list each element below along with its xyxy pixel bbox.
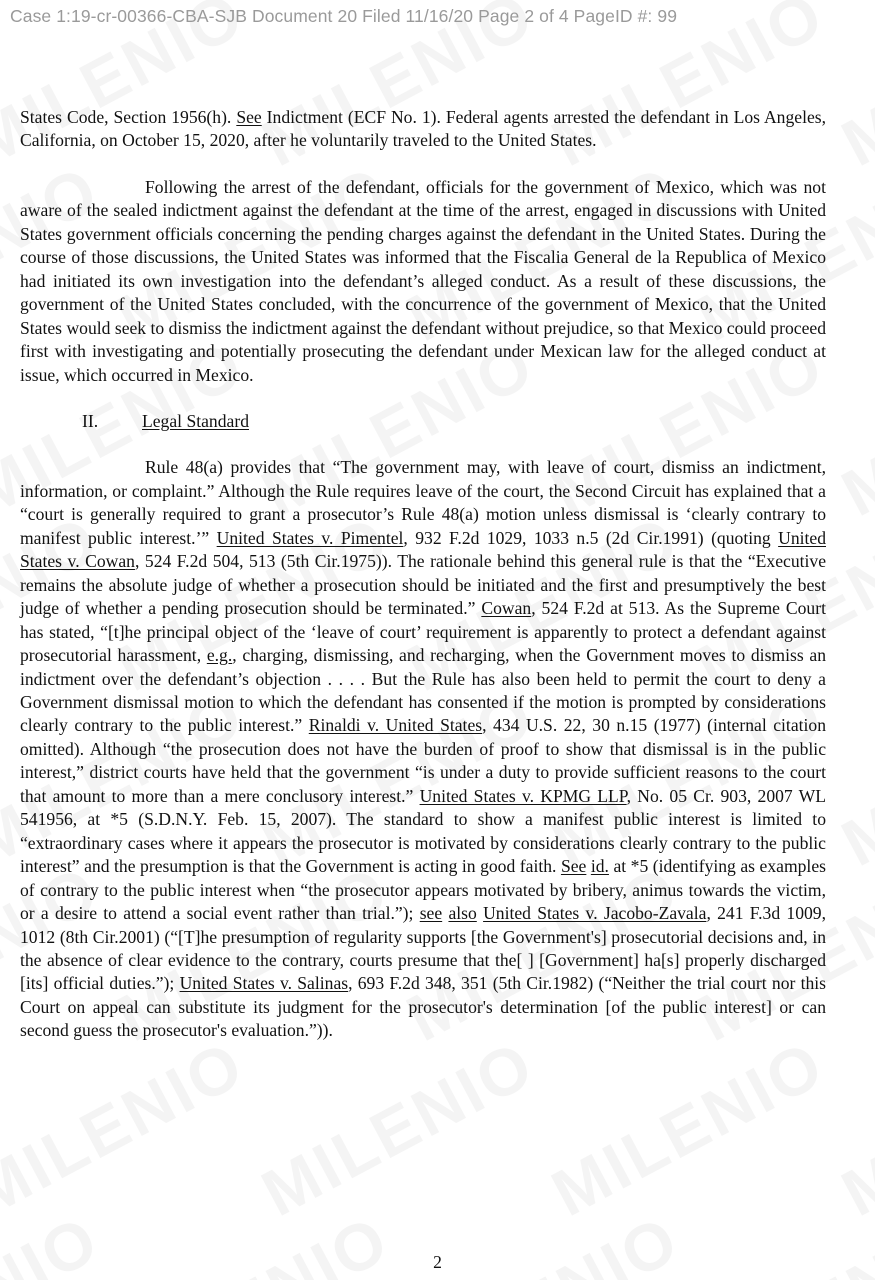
docket-header: Case 1:19-cr-00366-CBA-SJB Document 20 Filed 11/16/20 Page 2 of 4 PageID #: 99 bbox=[10, 6, 678, 26]
paragraph-2: Following the arrest of the defendant, officials for the government of Mexico, which was not aware of the sealed indictment against the defendant at the time of the arrest, engaged in discussions with United States government officials concerning the pending charges against the defendant in the United States. During the course of those discussions, the United States was informed that the Fiscalia General de la Republica of Mexico had initiated its own investigation into the defendant’s alleged conduct. As a result of these discussions, the government of the United States concluded, with the concurrence of the government of Mexico, that the United States would seek to dismiss the indictment against the defendant without prejudice, so that Mexico could proceed first with investigating and potentially prosecuting the defendant under Mexican law for the alleged conduct at issue, which occurred in Mexico. bbox=[20, 176, 826, 385]
section-title: Legal Standard bbox=[142, 410, 249, 431]
watermark-text bbox=[829, 0, 875, 181]
case-citation: United States v. Salinas bbox=[179, 973, 349, 994]
citation-signal-also: also bbox=[448, 903, 477, 924]
citation-signal-see: See bbox=[236, 107, 262, 127]
watermark-text bbox=[0, 1025, 257, 1231]
watermark-text bbox=[249, 1025, 546, 1231]
paragraph-1: States Code, Section 1956(h). See Indictment (ECF No. 1). Federal agents arrested the defendant in Los Angeles, California, on October 15, 2020, after he voluntarily traveled to the United States. bbox=[20, 107, 827, 151]
citation-signal-see: see bbox=[419, 903, 443, 924]
citation-id: id. bbox=[590, 856, 609, 877]
watermark-text bbox=[539, 1025, 836, 1231]
watermark-text bbox=[829, 325, 875, 531]
citation-signal-eg: e.g. bbox=[206, 645, 233, 666]
case-citation: Rinaldi v. United States bbox=[308, 715, 483, 736]
watermark-text bbox=[829, 675, 875, 881]
paragraph-3: Rule 48(a) provides that “The government may, with leave of court, dismiss an indictment, information, or complaint.” Although the Rule requires leave of the court, the Second Circuit has explained that a “court is generally required to grant a prosecutor’s Rule 48(a) motion unless dismissal is ‘clearly contrary to manifest public interest.’” United States v. Pimentel, 932 F.2d 1029, 1033 n.5 (2d Cir.1991) (quoting United States v. Cowan, 524 F.2d 504, 513 (5th Cir.1975)). The rationale behind this general rule is that the “Executive remains the absolute judge of whether a prosecution should be initiated and the first and presumptively the best judge of whether a pending prosecution should be terminated.” Cowan, 524 F.2d at 513. As the Supreme Court has stated, “[t]he principal object of the ‘leave of court’ requirement is apparently to protect a defendant against prosecutorial harassment, e.g., charging, dismissing, and recharging, when the Government moves to dismiss an indictment over the defendant’s objection . . . . But the Rule has also been held to permit the court to deny a Government dismissal motion to which the defendant has consented if the motion is prompted by considerations clearly contrary to the public interest.” Rinaldi v. United States, 434 U.S. 22, 30 n.15 (1977) (internal citation omitted). Although “the prosecution does not have the burden of proof to show that dismissal is in the public interest,” district courts have held that the government “is under a duty to provide sufficient reasons to the court that amount to more than a mere conclusory interest.” United States v. KPMG LLP, No. 05 Cr. 903, 2007 WL 541956, at *5 (S.D.N.Y. Feb. 15, 2007). The standard to show a manifest public interest is limited to “extraordinary cases where it appears the prosecutor is motivated by considerations clearly contrary to the public interest” and the presumption is that the Government is acting in good faith. See id. at *5 (identifying as examples of contrary to the public interest when “the prosecutor appears motivated by bribery, animus towards the victim, or a desire to attend a social event rather than trial.”); see also United States v. Jacobo-Zavala, 241 F.3d 1009, 1012 (8th Cir.2001) (“[T]he presumption of regularity supports [the Government's] prosecutorial decisions and, in the absence of clear evidence to the contrary, courts presume that the[ ] [Government] ha[s] properly discharged [its] official duties.”); United States v. Salinas, 693 F.2d 348, 351 (5th Cir.1982) (“Neither the trial court nor this Court on appeal can substitute its judgment for the prosecutor's determination [of the public interest] or can second guess the prosecutor's evaluation.”)). bbox=[20, 457, 827, 1041]
case-citation: United States v. Jacobo-Zavala bbox=[483, 903, 707, 924]
case-citation: United States v. KPMG LLP bbox=[419, 785, 627, 806]
section-number: II. bbox=[82, 410, 99, 431]
citation-signal-see: See bbox=[560, 856, 587, 877]
page-number: 2 bbox=[433, 1252, 442, 1272]
watermark-text bbox=[684, 0, 875, 6]
case-citation: Cowan bbox=[481, 598, 532, 619]
document-body bbox=[20, 106, 826, 1043]
case-citation: United States v. Pimentel bbox=[216, 527, 404, 548]
watermark-text bbox=[829, 1025, 875, 1231]
case-citation: United States v. Cowan bbox=[20, 527, 826, 572]
section-heading bbox=[20, 410, 826, 433]
